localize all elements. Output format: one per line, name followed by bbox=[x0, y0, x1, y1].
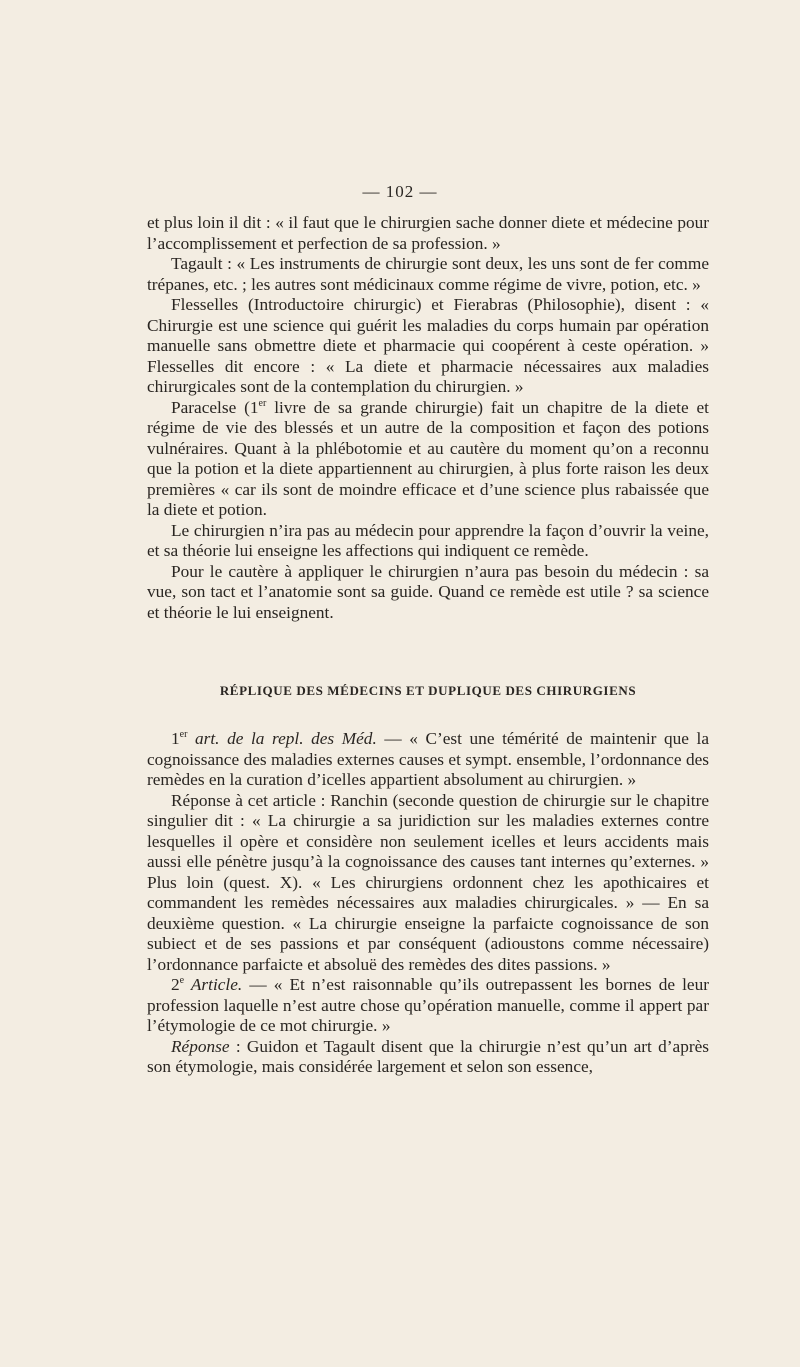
ordinal-superscript: er bbox=[258, 397, 267, 409]
paragraph: Paracelse (1er livre de sa grande chirurgie) fait un chapitre de la diete et régime de vie des blessés et un autre de la composition et façon des potions vulnéraires. Quant à la phlébotomie et au cautère du moment qu’on a reconnu que la potion et la diete appartiennent au chirurgien, à plus forte raison les deux premières « car ils sont de moindre efficace et d’une science plus rabaissée que la diete et potion. bbox=[147, 397, 709, 519]
paragraph: Réponse : Guidon et Tagault disent que la chirurgie n’est qu’un art d’après son étymologie, mais considérée largement et selon son essence, bbox=[147, 1036, 709, 1076]
page-number: — 102 — bbox=[362, 182, 438, 201]
text-block-top bbox=[147, 213, 709, 623]
paragraph-lead: Réponse bbox=[171, 1036, 230, 1056]
paragraph: Tagault : « Les instruments de chirurgie sont deux, les uns sont de fer comme trépanes, etc. ; les autres sont médicinaux comme régime de vivre, potion, etc. » bbox=[147, 254, 709, 294]
paragraph: Le chirurgien n’ira pas au médecin pour apprendre la façon d’ouvrir la veine, et sa théorie lui enseigne les affections qui indiquent ce remède. bbox=[147, 520, 709, 560]
ordinal-superscript: er bbox=[179, 729, 188, 741]
text-block-bottom bbox=[147, 729, 709, 1078]
paragraph: Réponse à cet article : Ranchin (seconde question de chirurgie sur le chapitre singulier dit : « La chirurgie a sa juridiction sur les maladies externes contre lesquelles il opère et considère non seulement icelles et leurs accidents mais aussi elle pénètre jusqu’à la cognoissance des causes tant internes qu’externes. » Plus loin (quest. X). « Les chirurgiens ordonnent chez les apothicaires et commandent les remèdes nécessaires aux maladies chirurgicales. » — En sa deuxième question. « La chirurgie enseigne la parfaicte cognoissance de son subiect et de ses passions et par conséquent (adioustons comme nécessaire) l’ordonnance parfaicte et absoluë des remèdes des dites passions. » bbox=[147, 790, 709, 974]
paragraph: 2e Article. — « Et n’est raisonnable qu’ils outrepassent les bornes de leur profession laquelle n’est autre chose qu’opération manuelle, comme il appert par l’étymologie de ce mot chirurgie. » bbox=[147, 975, 709, 1035]
paragraph: Flesselles (Introductoire chirurgic) et Fierabras (Philosophie), disent : « Chirurgie est une science qui guérit les maladies du corps humain par opération manuelle sans obmettre diete et pharmacie qui coopérent à ceste opération. » Flesselles dit encore : « La diete et pharmacie nécessaires aux maladies chirurgicales sont de la contemplation du chirurgien. » bbox=[147, 295, 709, 396]
paragraph-lead: Article. bbox=[184, 975, 243, 994]
section-heading: RÉPLIQUE DES MÉDECINS ET DUPLIQUE DES CHIRURGIENS bbox=[219, 683, 637, 698]
paragraph: 1er art. de la repl. des Méd. — « C’est une témérité de maintenir que la cognoissance des maladies externes causes et sympt. ensemble, l’ordonnance des remèdes en la curation d’icelles appartient absolument au chirurgien. » bbox=[147, 729, 709, 789]
paragraph-lead: art. de la repl. des Méd. bbox=[187, 729, 377, 748]
paragraph: Pour le cautère à appliquer le chirurgien n’aura pas besoin du médecin : sa vue, son tact et l’anatomie sont sa guide. Quand ce remède est utile ? sa science et théorie le lui enseignent. bbox=[147, 561, 709, 622]
paragraph: et plus loin il dit : « il faut que le chirurgien sache donner diete et médecine pour l’accomplissement et perfection de sa profession. » bbox=[147, 213, 709, 253]
ordinal-superscript: e bbox=[179, 975, 185, 987]
